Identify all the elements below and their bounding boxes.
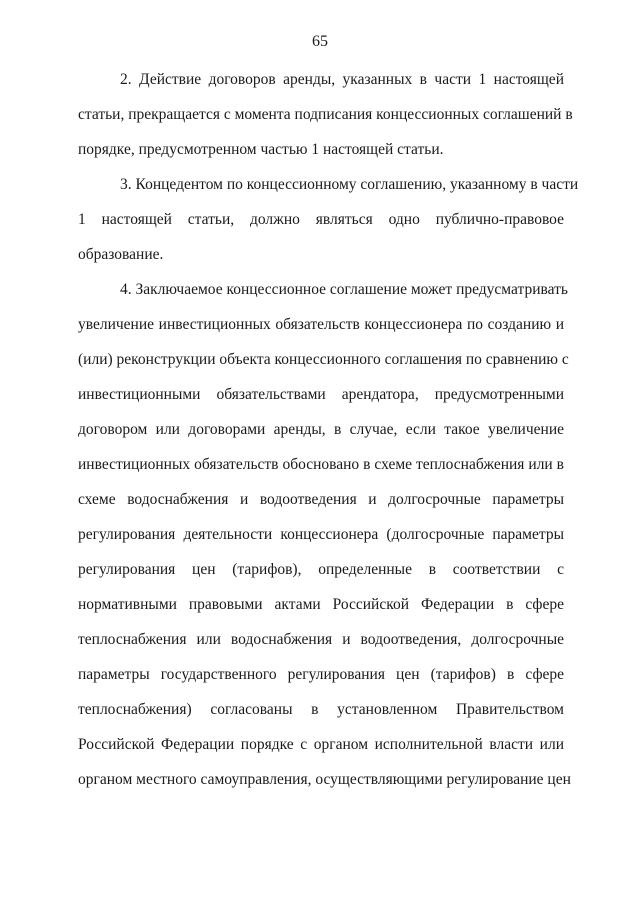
text-line: увеличение инвестиционных обязательств концессионера по созданию и (78, 316, 564, 333)
paragraph-3 (78, 175, 579, 280)
text-line: 4. Заключаемое концессионное соглашение может предусматривать (120, 281, 568, 298)
text-line: 1 настоящей статьи, должно являться одно публично-правовое (78, 211, 564, 228)
document-text (78, 70, 579, 805)
text-line: порядке, предусмотренном частью 1 настоящей статьи. (78, 141, 444, 158)
text-line: статьи, прекращается с момента подписания концессионных соглашений в (78, 106, 573, 123)
text-line: нормативными правовыми актами Российской Федерации в сфере (78, 596, 564, 613)
text-line: Российской Федерации порядке с органом исполнительной власти или (78, 736, 564, 753)
text-line: договором или договорами аренды, в случае, если такое увеличение (78, 421, 564, 438)
text-line: 2. Действие договоров аренды, указанных в части 1 настоящей (120, 71, 564, 88)
text-line: параметры государственного регулирования цен (тарифов) в сфере (78, 666, 564, 683)
text-line: регулирования деятельности концессионера (долгосрочные параметры (78, 526, 564, 543)
text-line: инвестиционными обязательствами арендатора, предусмотренными (78, 386, 564, 403)
page-number: 65 (312, 33, 328, 50)
text-line: инвестиционных обязательств обосновано в схеме теплоснабжения или в (78, 456, 564, 473)
text-line: органом местного самоуправления, осуществляющими регулирование цен (78, 771, 571, 788)
text-line: схеме водоснабжения и водоотведения и долгосрочные параметры (78, 491, 564, 508)
text-line: 3. Концедентом по концессионному соглашению, указанному в части (120, 176, 579, 193)
text-line: теплоснабжения или водоснабжения и водоотведения, долгосрочные (78, 631, 564, 648)
paragraph-4 (78, 280, 571, 805)
text-line: регулирования цен (тарифов), определенные в соответствии с (78, 561, 564, 578)
paragraph-2 (78, 70, 573, 175)
text-line: теплоснабжения) согласованы в установленном Правительством (78, 701, 564, 718)
text-line: образование. (78, 246, 164, 263)
text-line: (или) реконструкции объекта концессионного соглашения по сравнению с (78, 351, 569, 368)
